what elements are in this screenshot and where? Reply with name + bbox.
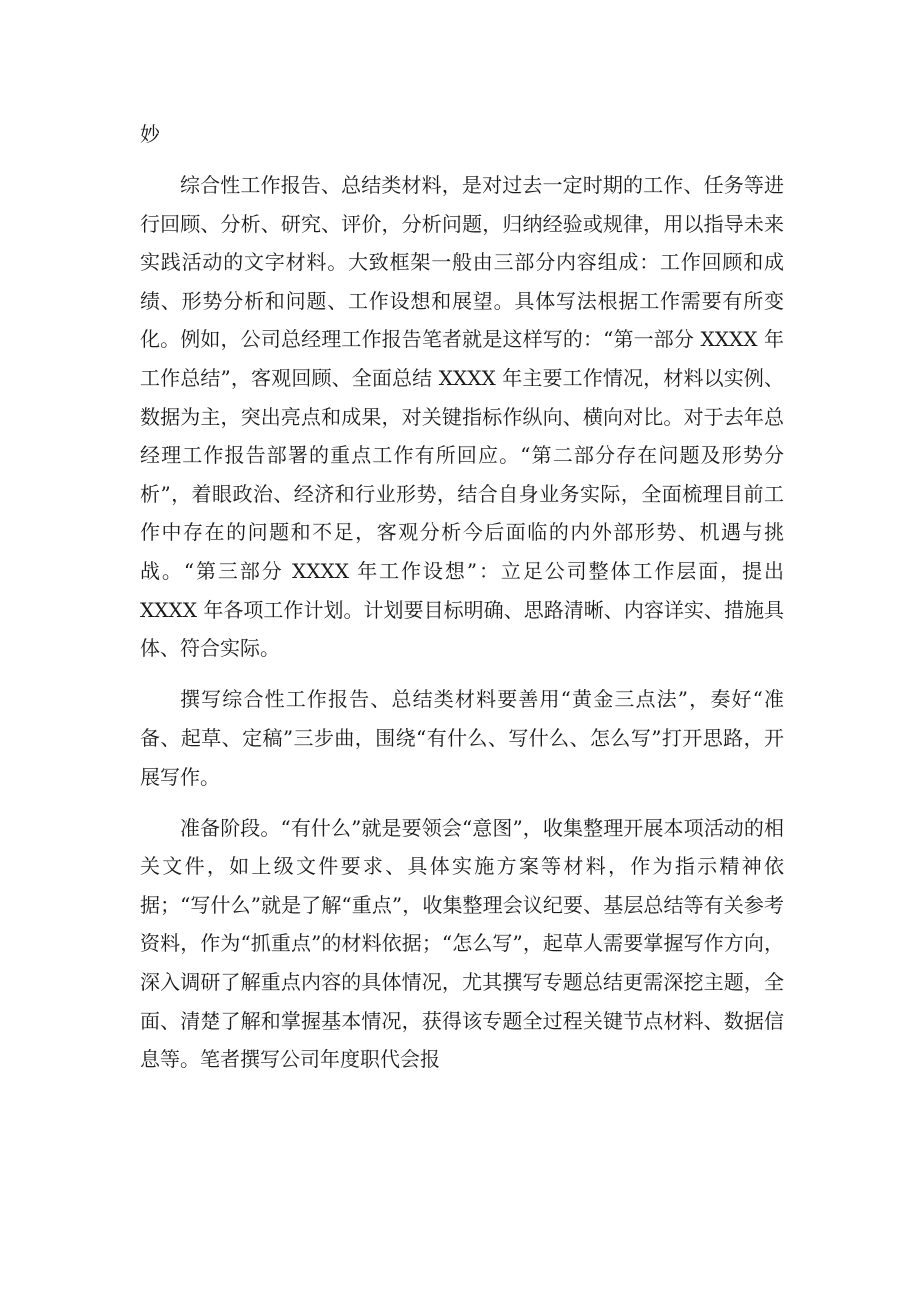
document-body — [140, 115, 784, 1091]
paragraph-golden-three-points: 撰写综合性工作报告、总结类材料要善用“黄金三点法”，奏好“准备、起草、定稿”三步曲，围绕“有什么、写什么、怎么写”打开思路，开展写作。 — [140, 687, 784, 789]
paragraph-preparation-stage: 准备阶段。“有什么”就是要领会“意图”，收集整理开展本项活动的相关文件，如上级文件要求、具体实施方案等材料，作为指示精神依据；“写什么”就是了解“重点”，收集整理会议纪要、基层总结等有关参考资料，作为“抓重点”的材料依据；“怎么写”，起草人需要掌握写作方向，深入调研了解重点内容的具体情况，尤其撰写专题总结更需深挖主题，全面、清楚了解和掌握基本情况，获得该专题全过程关键节点材料、数据信息等。笔者撰写公司年度职代会报 — [140, 815, 784, 1072]
paragraph-continuation: 妙 — [140, 122, 160, 146]
paragraph-report-structure: 综合性工作报告、总结类材料，是对过去一定时期的工作、任务等进行回顾、分析、研究、评价，分析问题，归纳经验或规律，用以指导未来实践活动的文字材料。大致框架一般由三部分内容组成：工作回顾和成绩、形势分析和问题、工作设想和展望。具体写法根据工作需要有所变化。例如，公司总经理工作报告笔者就是这样写的：“第一部分 XXXX 年工作总结”，客观回顾、全面总结 XXXX 年主要工作情况，材料以实例、数据为主，突出亮点和成果，对关键指标作纵向、横向对比。对于去年总经理工作报告部署的重点工作有所回应。“第二部分存在问题及形势分析”，着眼政治、经济和行业形势，结合自身业务实际，全面梳理目前工作中存在的问题和不足，客观分析今后面临的内外部形势、机遇与挑战。“第三部分 XXXX 年工作设想”：立足公司整体工作层面，提出 XXXX 年各项工作计划。计划要目标明确、思路清晰、内容详实、措施具体、符合实际。 — [140, 173, 784, 661]
